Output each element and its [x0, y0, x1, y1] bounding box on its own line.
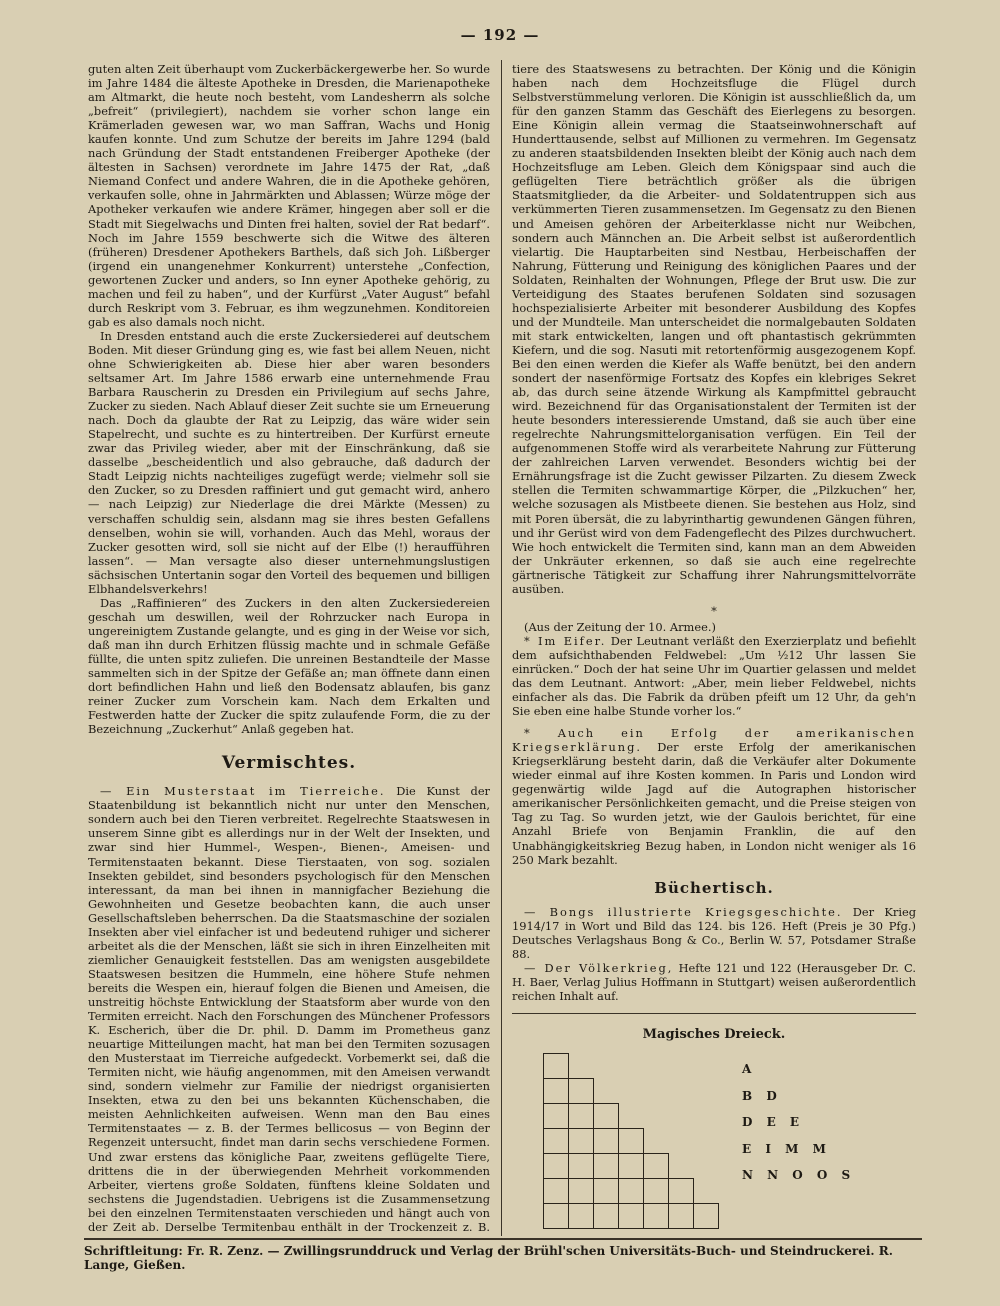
book-entry	[512, 905, 916, 961]
source-note: (Aus der Zeitung der 10. Armee.)	[524, 619, 716, 634]
letter-row: N N O O S	[742, 1168, 856, 1183]
divider	[512, 1013, 916, 1014]
grid-cell	[543, 1203, 569, 1229]
grid-cell	[618, 1153, 644, 1179]
section-heading: Vermischtes.	[221, 753, 357, 774]
footer-rule	[84, 1238, 922, 1240]
article-paragraph: guten alten Zeit überhaupt vom Zuckerbäckergewerbe her. So wurde im Jahre 1484 die älteste Apotheke in Dresden, die Marienapotheke am Altmarkt, die heute noch besteht, vom Landesherrn als solche „befreit“ (privilegiert), nachdem sie vorher schon lange ein Krämerladen gewesen war, wo man Saffran, Wachs und Honig kaufen konnte. Und zum Schutze der bereits im Jahre 1294 (bald nach Gründung der Stadt entstandenen Freiberger Apotheke (der ältesten in Sachsen) verordnete im Jahre 1475 der Rat, „daß Niemand Confect und andere Wahren, die in die Apotheke gehören, verkaufen solle, ohne in Jahrmärkten und Ablassen; Würze möge der Apotheker verkaufen wie andere Krämer, hingegen aber soll er die Stadt mit Siegelwachs und Dinten frei halten, soviel der Rat bedarf“. Noch im Jahre 1559 beschwerte sich die Witwe des älteren (früheren) Dresdener Apothekers Barthels, daß sich Joh. Lißberger (irgend ein unangenehmer Konkurrent) unterstehe „Confection, gewortenen Zucker und anders, so Inn eyner Apotheke gehörig, zu machen und feil zu haben“, und der Kurfürst „Vater August“ befahl durch Reskript vom 3. Februar, es ihm wegzunehmen. Konditoreien gab es also damals noch nicht.	[88, 62, 490, 329]
book-title: — Der Völkerkrieg,	[524, 960, 674, 975]
grid-cell	[568, 1128, 594, 1154]
grid-cell	[618, 1178, 644, 1204]
letter-row: A	[742, 1062, 757, 1077]
article-lead: * Auch ein Erfolg der amerikanischen Kriegserklärung.	[512, 726, 916, 755]
imprint-footer: Schriftleitung: Fr. R. Zenz. — Zwillingsrunddruck und Verlag der Brühl'schen Universitäts-Buch- und Steindruckerei. R. Lange, Gießen.	[84, 1244, 893, 1272]
insect-state-article	[88, 784, 490, 1234]
anecdote-article	[512, 634, 916, 718]
book-title: — Bongs illustrierte Kriegsgeschichte.	[524, 904, 843, 919]
left-column	[88, 62, 490, 1234]
grid-cell	[593, 1153, 619, 1179]
book-text: Der Krieg 1914/17 in Wort und Bild das 124. bis 126. Heft (Preis je 30 Pfg.) Deutsches Verlagshaus Bong & Co., Berlin W. 57, Potsdamer Straße 88.	[512, 904, 916, 961]
grid-cell	[568, 1153, 594, 1179]
grid-cell	[543, 1178, 569, 1204]
grid-cell	[568, 1178, 594, 1204]
grid-cell	[618, 1203, 644, 1229]
grid-cell	[543, 1103, 569, 1129]
grid-cell	[568, 1203, 594, 1229]
book-text: Hefte 121 und 122 (Herausgeber Dr. C. H. Baer, Verlag Julius Hoffmann in Stuttgart) weisen außerordentlich reichen Inhalt auf.	[512, 960, 916, 1003]
letter-row: B D	[742, 1088, 782, 1103]
grid-cell	[643, 1203, 669, 1229]
grid-cell	[593, 1178, 619, 1204]
grid-cell	[593, 1203, 619, 1229]
separator-star: *	[711, 603, 717, 618]
grid-cell	[543, 1053, 569, 1079]
grid-cell	[643, 1153, 669, 1179]
article-paragraph: In Dresden entstand auch die erste Zuckersiederei auf deutschem Boden. Mit dieser Gründung ging es, wie fast bei allem Neuen, nicht ohne Schwierigkeiten ab. Diese hier aber waren besonders seltsamer Art. Im Jahre 1586 erwarb eine unternehmende Frau Barbara Rauscherin zu Dresden ein Privilegium auf sechs Jahre, Zucker zu sieden. Nach Ablauf dieser Zeit suchte sie um Erneuerung nach. Doch da glaubte der Rat zu Leipzig, das wäre wider sein Stapelrecht, und suchte es zu hintertreiben. Der Kurfürst erneute zwar das Privileg wieder, aber mit der Einschränkung, daß sie dasselbe „bescheidentlich und also gebrauche, daß dadurch der Stadt Leipzig nichts nachteiliges zugefügt werde; vielmehr soll sie den Zucker, so zu Dresden raffiniert und gut gemacht wird, anhero — nach Leipzig) zur Niederlage die drei Märkte (Messen) zu verschaffen schuldig sein, alsdann mag sie ihres besten Gefallens denselben, wohin sie will, vorhanden. Auch das Mehl, woraus der Zucker gesotten wird, soll sie nicht auf der Elbe (!) heraufführen lassen“. — Man versagte also dieser unternehmungslustigen sächsischen Untertanin sogar den Vorteil des bequemen und billigen Elbhandelsverkehrs!	[88, 328, 490, 596]
article-continuation: tiere des Staatswesens zu betrachten. Der König und die Königin haben nach dem Hochzeitsfluge die Flügel durch Selbstverstümmelung verloren. Die Königin ist ausschließlich da, um für den ganzen Stamm das Geschäft des Eierlegens zu besorgen. Eine Königin allein vermag die Staatseinwohnerschaft auf Hunderttausende, selbst auf Millionen zu vermehren. Im Gegensatz zu anderen staatsbildenden Insekten bleibt der König auch nach dem Hochzeitsfluge am Leben. Gleich dem Königspaar sind auch die geflügelten Tiere beträchtlich größer als die übrigen Staatsmitglieder, da die Arbeiter- und Soldatentruppen sich aus verkümmerten Tieren zusammensetzen. Im Gegensatz zu den Bienen und Ameisen gehören der Arbeiterklasse nicht nur Weibchen, sondern auch Männchen an. Die Arbeit selbst ist außerordentlich vielartig. Die Hauptarbeiten sind Nestbau, Herbeischaffen der Nahrung, Fütterung und Reinigung des königlichen Paares und der Soldaten, Reinhalten der Wohnungen, Pflege der Brut usw. Die zur Verteidigung des Staates berufenen Soldaten sind sozusagen hochspezialisierte Arbeiter mit besonderer Ausbildung des Kopfes und der Mundteile. Man unterscheidet die normalgebauten Soldaten mit stark entwickelten, langen und oft phantastisch gekrümmten Kiefern, und die sog. Nasuti mit retortenförmig ausgezogenem Kopf. Bei den einen werden die Kiefer als Waffe benützt, bei den andern sondert der nasenförmige Fortsatz des Kopfes ein klebriges Sekret ab, das durch seine ätzende Wirkung als Kampfmittel gebraucht wird. Bezeichnend für das Organisationstalent der Termiten ist der heute besonders interessierende Umstand, daß sie auch über eine regelrechte Nahrungsmittelorganisation verfügen. Ein Teil der aufgenommenen Stoffe wird als verarbeitete Nahrung zur Fütterung der zahlreichen Larven verwendet. Besonders wichtig bei der Ernährungsfrage ist die Zucht gewisser Pilzarten. Zu diesem Zweck stellen die Termiten schwammartige Körper, die „Pilzkuchen“ her, welche sozusagen als Mistbeete dienen. Sie bestehen aus Holz, sind mit Poren übersät, die zu labyrinthartig gewundenen Gängen führen, und ihr Gerüst wird von dem Fadengeflecht des Pilzes durchwuchert. Wie hoch entwickelt die Termiten sind, kann man an dem Abweiden der Unkräuter erkennen, so daß sie auch eine regelrechte gärtnerische Tätigkeit zur Schaffung ihrer Nahrungsmittelvorräte ausüben.	[512, 62, 916, 596]
column-divider	[501, 60, 502, 1236]
puzzle-letters	[742, 1056, 855, 1189]
article-text: Der erste Erfolg der amerikanischen Kriegserklärung besteht darin, daß die Verkäufer alter Dokumente wieder einmal auf ihre Kosten kommen. In Paris und London wird gegenwärtig wilde Jagd auf die Autographen historischer amerikanischer Persönlichkeiten gemacht, und die Preise steigen von Tag zu Tag. So wurden jetzt, wie der Gaulois berichtet, für eine Anzahl Briefe von Benjamin Franklin, die auf den Unabhängigkeitskrieg Bezug haben, in London nicht weniger als 16 250 Mark bezahlt.	[512, 740, 916, 867]
page-number: — 192 —	[460, 26, 540, 44]
letter-row: D E E	[742, 1115, 805, 1130]
letter-row: E I M M	[742, 1141, 831, 1156]
grid-cell	[543, 1078, 569, 1104]
triangle-grid	[544, 1054, 719, 1229]
grid-cell	[618, 1128, 644, 1154]
grid-cell	[568, 1103, 594, 1129]
grid-cell	[543, 1128, 569, 1154]
book-entry	[512, 961, 916, 1003]
grid-cell	[543, 1153, 569, 1179]
article-text: Der Leutnant verläßt den Exerzierplatz und befiehlt dem aufsichthabenden Feldwebel: „Um ½12 Uhr lassen Sie einrücken.“ Doch der hat seine Uhr im Quartier gelassen und meldet das dem Leutnant. Antwort: „Aber, mein lieber Feldwebel, nichts einfacher als das. Die Fabrik da drüben pfeift um 12 Uhr, da geh'n Sie eben eine halbe Stunde vorher los.“	[512, 633, 916, 719]
grid-cell	[668, 1203, 694, 1229]
grid-cell	[568, 1078, 594, 1104]
right-column	[512, 62, 916, 1234]
article-paragraph: Das „Raffinieren“ des Zuckers in den alten Zuckersiedereien geschah um deswillen, weil der Rohrzucker nach Europa in ungereinigtem Zustande gelangte, und es ging in der Weise vor sich, daß man ihn durch Erhitzen flüssig machte und in schmale Gefäße füllte, die unten spitz zuliefen. Die unreinen Bestandteile der Masse sammelten sich in der Spitze der Gefäße an; man öffnete dann einen dort befindlichen Hahn und ließ den Bodensatz ablaufen, bis ganz reiner Zucker zum Vorschein kam. Nach dem Erkalten und Festwerden hatte der Zucker die spitz zulaufende Form, die zu der Bezeichnung „Zuckerhut“ Anlaß gegeben hat.	[88, 595, 490, 737]
books-heading: Büchertisch.	[654, 878, 774, 897]
grid-cell	[593, 1103, 619, 1129]
article-lead: * Im Eifer.	[524, 633, 607, 648]
article-lead: — Ein Musterstaat im Tierreiche.	[100, 784, 386, 799]
article-text: Die Kunst der Staatenbildung ist bekanntlich nicht nur unter den Menschen, sondern auch bei den Tieren verbreitet. Regelrechte Staatswesen in unserem Sinne gibt es allerdings nur in der Welt der Insekten, und zwar sind hier Hummel-, Wespen-, Bienen-, Ameisen- und Termitenstaaten bekannt. Diese Tierstaaten, von sog. sozialen Insekten gebildet, sind besonders psychologisch für den Menschen interessant, da man bei ihnen in mannigfacher Beziehung die Gewohnheiten und Gesetze beobachten kann, die auch unser Gesellschaftsleben beherrschen. Da die Staatsmaschine der sozialen Insekten aber viel einfacher ist und bedeutend ruhiger und sicherer arbeitet als die der Menschen, läßt sie sich in ihren Einzelheiten mit ziemlicher Genauigkeit feststellen. Das am wenigsten ausgebildete Staatswesen besitzen die Hummeln, eine höhere Stufe nehmen bereits die Wespen ein, hierauf folgen die Bienen und Ameisen, die unstreitig höchste Entwicklung der Staatsform aber wurde von den Termiten erreicht. Nach den Forschungen des Münchener Professors K. Escherich, über die Dr. phil. D. Damm im Prometheus ganz neuartige Mitteilungen macht, hat man bei den Termiten sozusagen den Musterstaat im Tierreiche aufgedeckt. Vorbemerkt sei, daß die Termiten nicht, wie häufig angenommen, mit den Ameisen verwandt sind, sondern vielmehr zur Familie der niedrigst organisierten Insekten, etwa zu den bei uns bekannten Küchenschaben, die meisten Aehnlichkeiten aufweisen. Wenn man den Bau eines Termitenstaates — z. B. der Termes bellicosus — von Beginn der Regenzeit untersucht, findet man darin sechs verschiedene Formen. Und zwar erstens das königliche Paar, zweitens geflügelte Tiere, drittens die in der überwiegenden Mehrheit vorkommenden Arbeiter, viertens große Soldaten, fünftens kleine Soldaten und sechstens die Jugendstadien. Uebrigens ist die Zusammensetzung bei den einzelnen Termitenstaaten verschieden und hängt auch von der Zeit ab. Derselbe Termitenbau enthält in der Trockenzeit z. B.	[88, 784, 490, 1234]
grid-cell	[643, 1178, 669, 1204]
grid-cell	[593, 1128, 619, 1154]
grid-cell	[693, 1203, 719, 1229]
war-article	[512, 726, 916, 866]
magic-triangle	[512, 1048, 916, 1234]
grid-cell	[668, 1178, 694, 1204]
puzzle-title: Magisches Dreieck.	[642, 1027, 786, 1042]
